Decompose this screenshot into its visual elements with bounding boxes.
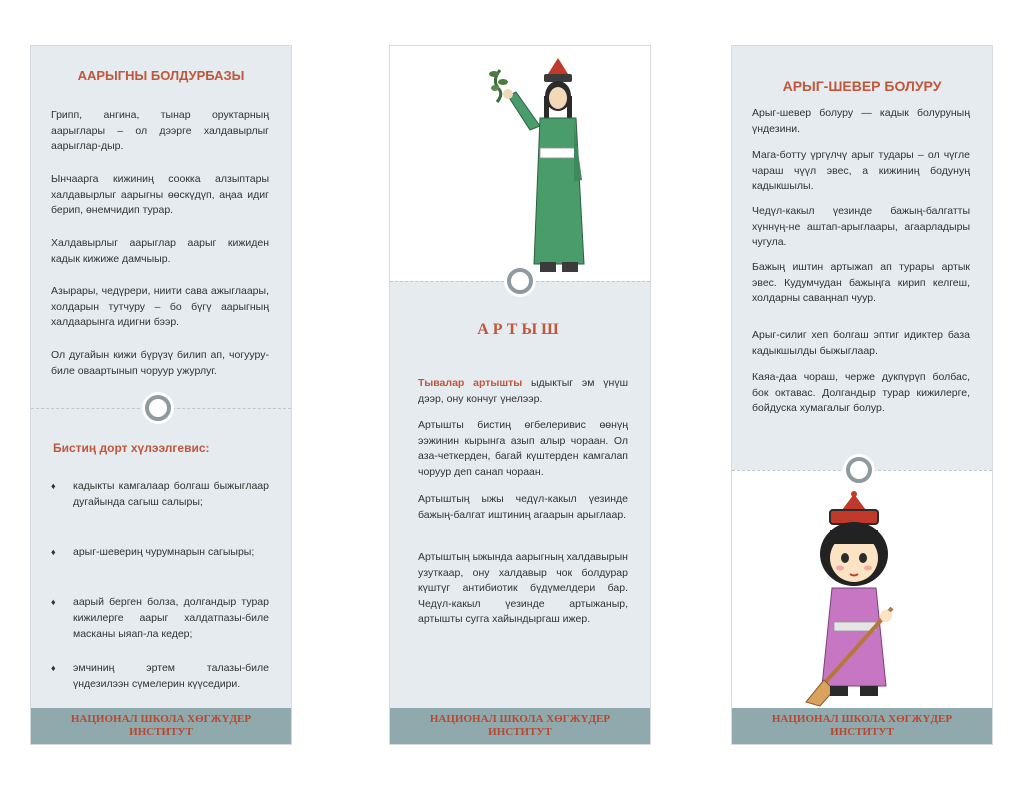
panel-cleanliness (731, 45, 993, 745)
panel1-title: ААРЫГНЫ БОЛДУРБАЗЫ (77, 68, 245, 83)
institute-footer (732, 708, 992, 744)
bullet-item (51, 660, 269, 692)
woman-with-juniper-illustration (470, 52, 600, 278)
girl-with-broom-illustration (794, 490, 934, 708)
panel1-paragraph-5: Ол дугайын кижи бүрүзү билип ап, чогууру-биле оваартынып чоруур ужурлуг. (51, 349, 269, 377)
panel3-paragraph-1: Арыг-шевер болуру — кадык болуруның үндезини. (752, 107, 970, 135)
footer-line-1: НАЦИОНАЛ ШКОЛА ХӨГЖҮДЕР (429, 713, 611, 725)
panel2-title: АРТЫШ (477, 321, 563, 338)
panel-juniper (389, 45, 651, 745)
panel1-paragraph-2: Ынчаарга кижиниң соокка алзыптары халдавырлыг аарыгны өөскүдүп, аңаа идиг берип, өнемчидип турар. (51, 173, 269, 216)
institute-footer (31, 708, 291, 744)
bullet-text: арыг-шевериң чурумнарын сагыыры; (73, 546, 255, 558)
hanging-ring (507, 268, 533, 294)
panel1-subtitle: Бистиң дорт хүлээлгевис: (53, 441, 210, 455)
institute-footer (390, 708, 650, 744)
bullet-text: кадыкты камгалаар болгаш быжыглаар дугайында сагыш салыры; (73, 480, 269, 508)
panel3-paragraph-2: Мага-ботту үргүлчү арыг тудары – ол чүгле чараш чүүл эвес, а кижиниң бодунуң кадыкшылы. (752, 149, 970, 192)
bullet-item (51, 544, 269, 560)
footer-line-1: НАЦИОНАЛ ШКОЛА ХӨГЖҮДЕР (771, 713, 953, 725)
panel1-paragraph-1: Грипп, ангина, тынар оруктарның аарыглары – ол дээрге халдавырлыг аарыглар-дыр. (51, 109, 269, 152)
panel2-paragraph-1-rest: ыдыктыг эм үнүш дээр, ону кончуг үнелээр. (418, 377, 628, 405)
bullet-diamond-icon: ♦ (51, 481, 56, 491)
panel3-title: АРЫГ-ШЕВЕР БОЛУРУ (782, 78, 942, 94)
bullet-item (51, 478, 269, 510)
bullet-text: аарый берген болза, долгандыр турар кижилерге аарыг халдатпазы-биле масканы ыяап-ла кедер; (73, 596, 269, 640)
hanging-ring (846, 457, 872, 483)
footer-line-1: НАЦИОНАЛ ШКОЛА ХӨГЖҮДЕР (70, 713, 252, 725)
panel2-highlight: Тывалар артышты (418, 377, 523, 389)
panel3-paragraph-6: Каяа-даа чораш, черже дукпүрүп болбас, бок октавас. Долгандыр турар кижилерге, бойдуска хумагалыг болур. (752, 371, 970, 414)
footer-line-2: ИНСТИТУТ (488, 726, 552, 738)
hanging-ring (145, 395, 171, 421)
bullet-diamond-icon: ♦ (51, 663, 56, 673)
panel2-paragraph-4: Артыштың ыжында аарыгның халдавырын узуткаар, ону халдавыр чок болдурар күштүг антибиотик бүдүмелдери бар. Чедүл-какыл үезинде артыжаныр, артышты сугга хайындыргаш ижер. (418, 551, 628, 625)
panel3-paragraph-4: Бажың иштин артыжап ап турары артык эвес. Кудумчудан бажыңга кирип келгеш, холдарны саваңнап чуур. (752, 261, 970, 304)
panel2-paragraph-3: Артыштың ыжы чедүл-какыл үезинде бажың-балгат иштиниң агаарын арыглаар. (418, 493, 628, 521)
panel1-paragraph-4: Азырары, чедүрери, ниити сава ажыглаары, холдарын тутчуру – бо бүгү аарыгның халдаарынга идигни бээр. (51, 285, 269, 328)
panel1-paragraph-3: Халдавырлыг аарыглар аарыг кижиден кадык кижиже дамчыыр. (51, 237, 269, 265)
bullet-diamond-icon: ♦ (51, 547, 56, 557)
panel3-paragraph-3: Чедүл-какыл үезинде бажың-балгатты хүннүң-не аштап-арыглаары, агаарладыры чугула. (752, 205, 970, 248)
panel2-paragraph-2: Артышты бистиң өгбелеривис өөнүң ээжинин кырынга азып алыр чораан. Ол аза-четкерден, багай күштерден камгалап чоруур деп санап чораан. (418, 419, 628, 478)
bullet-diamond-icon: ♦ (51, 597, 56, 607)
panel3-paragraph-5: Арыг-силиг хеп болгаш эптиг идиктер база кадыкшылды быжыглаар. (752, 329, 970, 357)
footer-line-2: ИНСТИТУТ (129, 726, 193, 738)
footer-line-2: ИНСТИТУТ (830, 726, 894, 738)
panel-disease-prevention (30, 45, 292, 745)
panel2-paragraph-1 (418, 376, 628, 407)
bullet-text: эмчиниң эртем талазы-биле үндезилээн сүмелерин күүседири. (73, 662, 269, 690)
bullet-item (51, 594, 269, 642)
